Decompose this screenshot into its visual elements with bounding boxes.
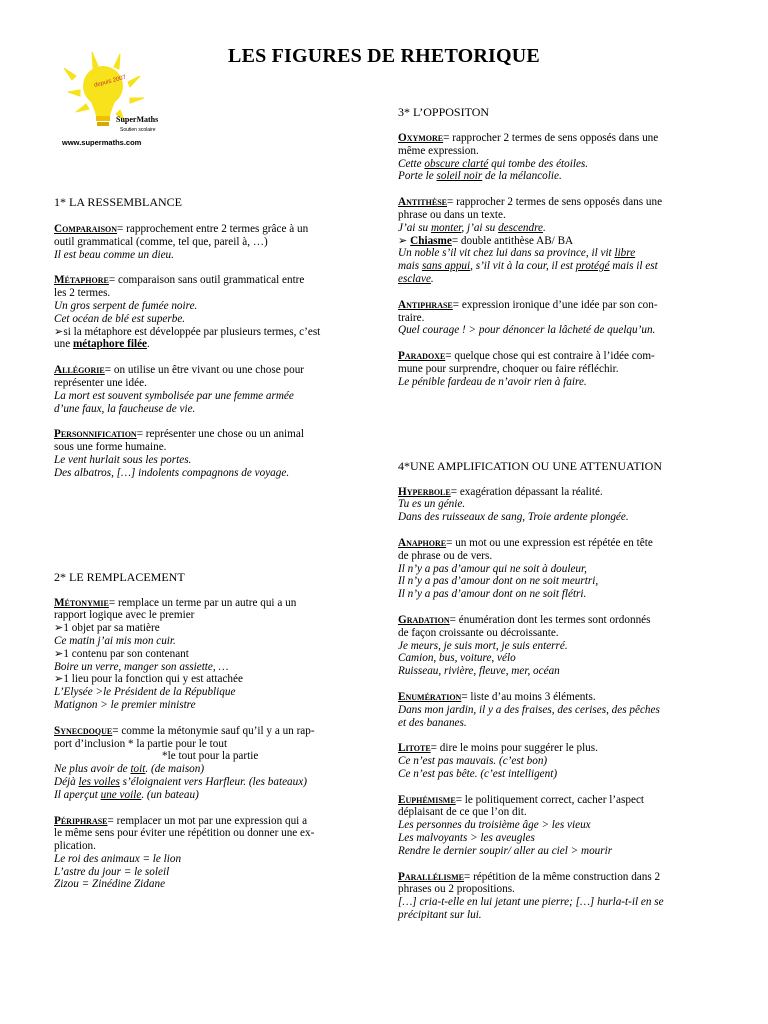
term-paradoxe: Paradoxe <box>398 350 446 363</box>
enumeration-entry: Enumération= liste d’au moins 3 éléments. Dans mon jardin, il y a des fraises, des cerises, des pêches et des bananes. <box>398 690 660 729</box>
term-antiphrase: Antiphrase <box>398 298 453 311</box>
oxymore-entry: Oxymore= rapprocher 2 termes de sens opposés dans une même expression. Cette obscure clarté qui tombe des étoiles. Porte le soleil noir de la mélancolie. <box>398 132 659 183</box>
allegorie-entry: Allégorie= on utilise un être vivant ou une chose pour représenter une idée. La mort est souvent symbolisée par une femme armée d’une faux, la faucheuse de vie. <box>54 364 305 415</box>
paradoxe-entry: Paradoxe= quelque chose qui est contraire à l’idée com- mune pour surprendre, choquer ou faire réfléchir. Le pénible fardeau de n’avoir rien à faire. <box>398 350 655 388</box>
term-metaphore-filee: métaphore filée <box>72 338 147 351</box>
logo-url[interactable]: www.supermaths.com <box>62 138 142 147</box>
metonymie-entry: Métonymie= remplace un terme par un autre qui a un rapport logique avec le premier ➢1 objet par sa matière Ce matin j’ai mis mon cuir. ➢1 contenu par son contenant Boire un verre, manger son assiette, … ➢1 lieu pour la fonction qui y est attachée L’Elysée >le Président de la République Matignon > le premier ministre <box>54 596 297 711</box>
section-ressemblance-heading: 1* LA RESSEMBLANCE <box>54 195 183 209</box>
antiphrase-entry: Antiphrase= expression ironique d’une idée par son con- traire. Quel courage ! > pour dénoncer la lâcheté de quelqu’un. <box>398 298 658 337</box>
left-column <box>54 195 372 891</box>
term-metaphore: Métaphore <box>54 274 109 287</box>
synecdoque-entry: Synecdoque= comme la métonymie sauf qu’il y a un rap- port d’inclusion * la partie pour le tout *le tout pour la partie Ne plus avoir de toit. (de maison) Déjà les voiles s’éloignaient vers Harfleur. (les bateaux) Il aperçut une voile. (un bateau) <box>54 724 315 801</box>
term-hyperbole: Hyperbole <box>398 485 451 498</box>
term-enumeration: Enumération <box>398 690 462 703</box>
term-personnification: Personnification <box>54 428 137 441</box>
logo-tagline: Soutien scolaire <box>120 127 156 133</box>
term-synecdoque: Synecdoque <box>54 724 113 737</box>
term-parallelisme: Parallélisme <box>398 870 464 883</box>
page-title: LES FIGURES DE RHETORIQUE <box>228 45 540 67</box>
section-remplacement-heading: 2* LE REMPLACEMENT <box>54 569 185 584</box>
anaphore-entry: Anaphore= un mot ou une expression est répétée en tête de phrase ou de vers. Il n’y a pas d’amour qui ne soit à douleur, Il n’y a pas d’amour dont on ne soit meurtri, Il n’y a pas d’amour dont on ne soit flétri. <box>398 536 653 601</box>
term-antithese: Antithèse <box>398 196 447 209</box>
term-anaphore: Anaphore <box>398 536 447 549</box>
term-allegorie: Allégorie <box>54 364 105 377</box>
term-metonymie: Métonymie <box>54 596 109 609</box>
antithese-entry: Antithèse= rapprocher 2 termes de sens opposés dans une phrase ou dans un texte. J’ai su monter, j’ai su descendre. ➢ Chiasme= double antithèse AB/ BA Un noble s’il vit chez lui dans sa province, il vit libre mais sans appui, s’il vit à la cour, il est protégé mais il est esclave. <box>398 196 663 285</box>
lightbulb-logo-icon <box>58 46 168 146</box>
term-comparaison: Comparaison <box>54 223 118 235</box>
term-chiasme: Chiasme <box>410 234 452 247</box>
comparaison-entry: Comparaison= rapprochement entre 2 termes grâce à un outil grammatical (comme, tel que, pareil à, …) Il est beau comme un dieu. <box>54 223 309 261</box>
periphrase-entry: Périphrase= remplacer un mot par une expression qui a le même sens pour éviter une répétition ou donner une ex- plication. Le roi des animaux = le lion L’astre du jour = le soleil Zizou = Zinédine Zidane <box>54 814 315 891</box>
logo-badge: depuis 2007 <box>93 74 127 89</box>
term-oxymore: Oxymore <box>398 132 444 144</box>
logo-brand: SuperMaths <box>116 115 159 124</box>
litote-entry: Litote= dire le moins pour suggérer le plus. Ce n’est pas mauvais. (c’est bon) Ce n’est pas bête. (c’est intelligent) <box>398 742 598 780</box>
term-periphrase: Périphrase <box>54 814 108 827</box>
gradation-entry: Gradation= énumération dont les termes sont ordonnés de façon croissante ou décroissante. Je meurs, je suis mort, je suis enterré. Camion, bus, voiture, vélo Ruisseau, rivière, fleuve, mer, océan <box>398 613 651 678</box>
right-column <box>398 105 716 922</box>
euphemisme-entry: Euphémisme= le politiquement correct, cacher l’aspect déplaisant de ce que l’on dit. Les personnes du troisième âge > les vieux Les malvoyants > les aveugles Rendre le dernier soupir/ aller au ciel > mourir <box>398 793 645 857</box>
term-gradation: Gradation <box>398 613 450 626</box>
section-opposition-heading: 3* L’OPPOSITON <box>398 105 490 119</box>
section-amplification-heading: 4*UNE AMPLIFICATION OU UNE ATTENUATION <box>398 458 662 473</box>
supermaths-logo <box>58 46 168 146</box>
term-litote: Litote <box>398 742 431 755</box>
term-euphemisme: Euphémisme <box>398 793 456 806</box>
personnification-entry: Personnification= représenter une chose ou un animal sous une forme humaine. Le vent hurlait sous les portes. Des albatros, […] indolents compagnons de voyage. <box>54 428 304 479</box>
parallelisme-entry: Parallélisme= répétition de la même construction dans 2 phrases ou 2 propositions. […] cria-t-elle en lui jetant une pierre; […] hurla-t-il en se précipitant sur lui. <box>398 870 664 922</box>
hyperbole-entry: Hyperbole= exagération dépassant la réalité. Tu es un génie. Dans des ruisseaux de sang, Troie ardente plongée. <box>398 485 629 524</box>
metaphore-entry: Métaphore= comparaison sans outil grammatical entre les 2 termes. Un gros serpent de fumée noire. Cet océan de blé est superbe. ➢si la métaphore est développée par plusieurs termes, c’est une métaphore filée. <box>54 274 321 351</box>
